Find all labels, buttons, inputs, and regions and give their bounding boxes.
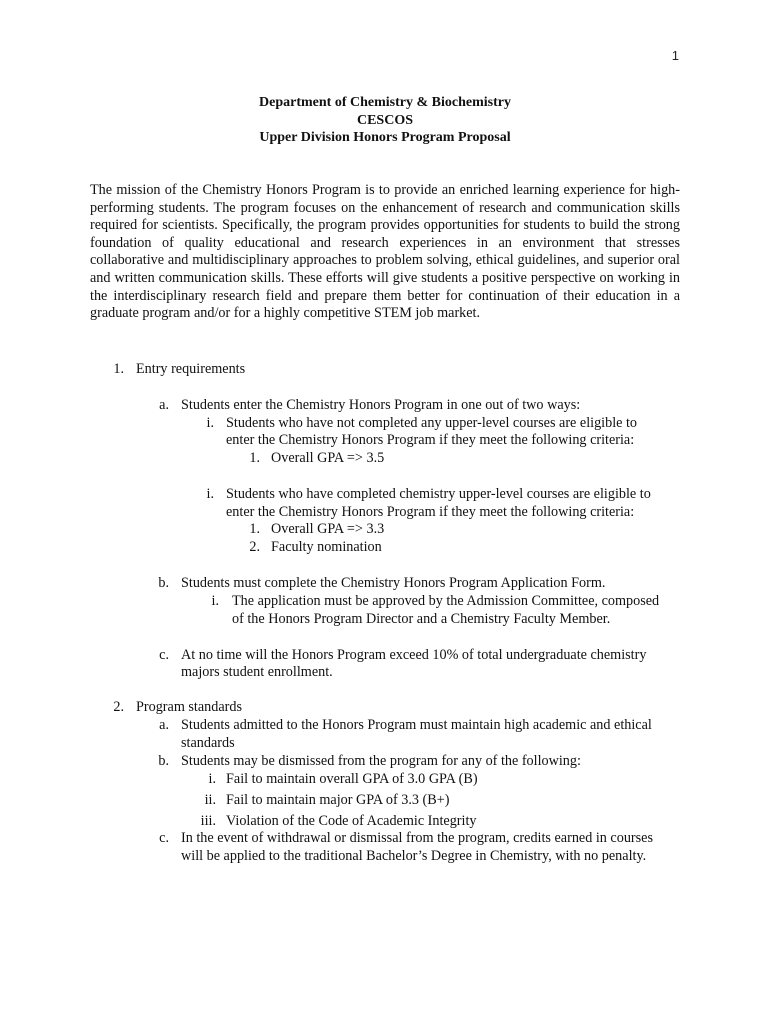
item-2a-marker: a. — [159, 717, 169, 733]
dismissal-2-text: Fail to maintain major GPA of 3.3 (B+) — [226, 792, 450, 808]
department-title: Department of Chemistry & Biochemistry — [259, 95, 511, 110]
way-2-criterion-1-marker: 1. — [249, 521, 260, 537]
way-1-criterion: Overall GPA => 3.5 — [271, 450, 385, 466]
mission-paragraph: The mission of the Chemistry Honors Program is to provide an enriched learning experience for high-performing students. The program focuses on the enhancement of research and communication skills required for scientists. Specifically, the program provides opportunities for students to build the strong foundation of quality educational and research experiences in an environment that stresses collaborative and multidisciplinary approaches to problem solving, ethical guidelines, and superior oral and written communication skills. These efforts will give students a positive perspective on working in the interdisciplinary research field and prepare them better for continuation of their education in a graduate program and/or for a highly competitive STEM job market. — [90, 182, 680, 322]
section-1-title: Entry requirements — [136, 361, 246, 377]
way-1-line-2: enter the Chemistry Honors Program if they meet the following criteria: — [226, 432, 635, 448]
dismissal-3-text: Violation of the Code of Academic Integrity — [226, 813, 477, 829]
item-1c-line-1: At no time will the Honors Program exceed 10% of total undergraduate chemistry — [181, 647, 647, 663]
way-2-marker: i. — [206, 486, 214, 502]
way-2-line-2: enter the Chemistry Honors Program if they meet the following criteria: — [226, 504, 635, 520]
item-2c-line-2: will be applied to the traditional Bachelor’s Degree in Chemistry, with no penalty. — [181, 848, 647, 864]
way-2-criterion-2: Faculty nomination — [271, 539, 382, 555]
item-1c-marker: c. — [159, 647, 169, 663]
way-1-line-1: Students who have not completed any upper-level courses are eligible to — [226, 415, 638, 431]
section-2-marker: 2. — [113, 699, 124, 715]
dismissal-1-text: Fail to maintain overall GPA of 3.0 GPA (B) — [226, 771, 478, 787]
college-title: CESCOS — [356, 112, 414, 128]
way-2-criterion-2-marker: 2. — [249, 539, 260, 555]
dismissal-1-marker: i. — [208, 771, 216, 787]
section-2-title: Program standards — [136, 699, 242, 715]
item-1b-marker: b. — [158, 575, 169, 591]
item-2a-line-2: standards — [181, 735, 235, 751]
way-1-criterion-marker: 1. — [249, 450, 260, 466]
document-heading — [90, 94, 680, 147]
dismissal-2-marker: ii. — [204, 792, 216, 808]
item-2b-marker: b. — [158, 753, 169, 769]
proposal-title: Upper Division Honors Program Proposal — [259, 130, 511, 145]
item-1b-sub-line-1: The application must be approved by the Admission Committee, composed — [232, 593, 660, 609]
dismissal-3-marker: iii. — [200, 813, 216, 829]
section-1-marker: 1. — [113, 361, 124, 377]
item-2a-line-1: Students admitted to the Honors Program must maintain high academic and ethical — [181, 717, 652, 733]
page-number: 1 — [671, 48, 679, 63]
item-1b-sub-line-2: of the Honors Program Director and a Chemistry Faculty Member. — [232, 611, 611, 627]
item-1b-sub-marker: i. — [211, 593, 219, 609]
item-2b-text: Students may be dismissed from the program for any of the following: — [181, 753, 581, 769]
item-2c-line-1: In the event of withdrawal or dismissal from the program, credits earned in courses — [181, 830, 653, 846]
way-2-criterion-1: Overall GPA => 3.3 — [271, 521, 385, 537]
item-1a-text: Students enter the Chemistry Honors Program in one out of two ways: — [181, 397, 581, 413]
item-1b-text: Students must complete the Chemistry Honors Program Application Form. — [181, 575, 606, 591]
item-2c-marker: c. — [159, 830, 169, 846]
item-1a-marker: a. — [159, 397, 169, 413]
item-1c-line-2: majors student enrollment. — [181, 664, 333, 680]
way-2-line-1: Students who have completed chemistry upper-level courses are eligible to — [226, 486, 651, 502]
way-1-marker: i. — [206, 415, 214, 431]
